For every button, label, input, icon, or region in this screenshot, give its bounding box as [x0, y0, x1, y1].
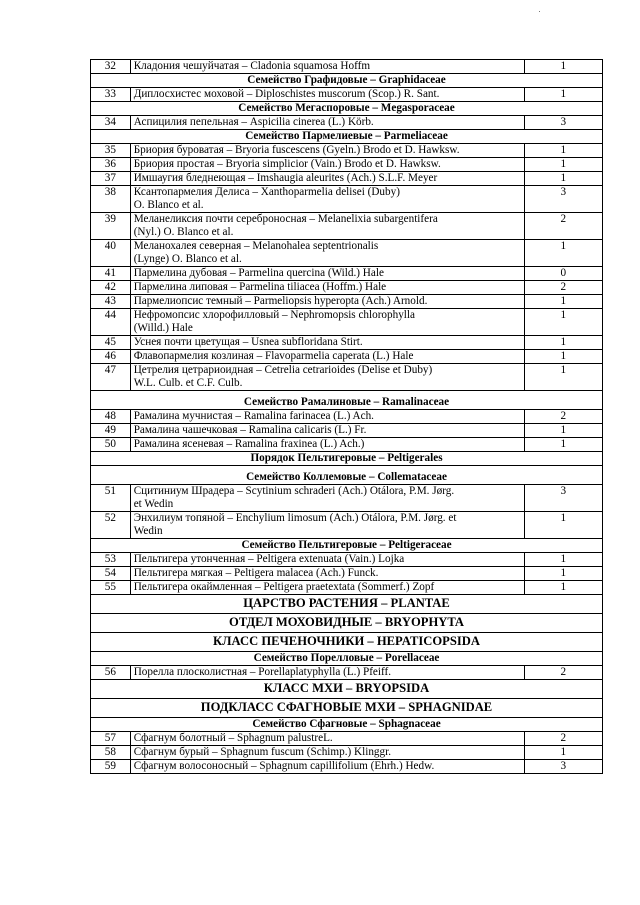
- species-row: [91, 116, 603, 130]
- species-name: Рамалина ясеневая – Ramalina fraxinea (L.) Ach.): [133, 438, 365, 450]
- species-name-cell: [130, 567, 524, 581]
- species-row: [91, 336, 603, 350]
- species-name-cell: [130, 336, 524, 350]
- category-value: 1: [524, 438, 602, 452]
- family-heading: Семейство Рамалиновые – Ramalinaceae: [91, 391, 603, 410]
- species-row: [91, 172, 603, 186]
- taxon-heading-row: [91, 699, 603, 718]
- species-row: [91, 485, 603, 512]
- species-name-cell: [130, 240, 524, 267]
- species-name-continued: Wedin: [133, 525, 163, 537]
- species-name-cell: [130, 213, 524, 240]
- species-name: Флавопармелия козлиная – Flavoparmelia caperata (L.) Hale: [133, 350, 414, 362]
- species-name: Пельтигера окаймленная – Peltigera praetextata (Sommerf.) Zopf: [133, 581, 435, 593]
- category-value: 3: [524, 186, 602, 213]
- species-number: 49: [91, 424, 131, 438]
- family-heading: Семейство Графидовые – Graphidaceae: [91, 74, 603, 88]
- species-name-cell: [130, 666, 524, 680]
- family-heading-row: [91, 452, 603, 466]
- taxon-heading: ПОДКЛАСС СФАГНОВЫЕ МХИ – SPHAGNIDAE: [91, 699, 603, 718]
- category-value: 3: [524, 116, 602, 130]
- taxon-heading-row: [91, 595, 603, 614]
- species-name-cell: [130, 267, 524, 281]
- species-name: Энхилиум топяной – Enchylium limosum (Ach.) Otálora, P.M. Jørg. et: [133, 512, 457, 524]
- species-name-cell: [130, 732, 524, 746]
- category-value: 1: [524, 581, 602, 595]
- category-value: 1: [524, 512, 602, 539]
- species-name-continued: W.L. Culb. et C.F. Culb.: [133, 377, 243, 389]
- family-heading-row: [91, 466, 603, 485]
- scan-speck: [539, 11, 540, 12]
- species-row: [91, 240, 603, 267]
- species-row: [91, 553, 603, 567]
- species-name: Пельтигера мягкая – Peltigera malacea (Ach.) Funck.: [133, 567, 379, 579]
- species-name-cell: [130, 88, 524, 102]
- family-heading: Семейство Коллемовые – Collemataceae: [91, 466, 603, 485]
- species-number: 36: [91, 158, 131, 172]
- species-name: Меланеликсия почти сереброносная – Melanelixia subargentifera: [133, 213, 438, 225]
- species-row: [91, 350, 603, 364]
- taxon-heading: КЛАСС ПЕЧЕНОЧНИКИ – HEPATICOPSIDA: [91, 633, 603, 652]
- species-name-continued: (Nyl.) O. Blanco et al.: [133, 226, 234, 238]
- category-value: 3: [524, 485, 602, 512]
- species-name-cell: [130, 60, 524, 74]
- family-heading: Семейство Пельтигеровые – Peltigeraceae: [91, 539, 603, 553]
- family-heading: Семейство Пармелиевые – Parmeliaceae: [91, 130, 603, 144]
- species-row: [91, 158, 603, 172]
- species-name: Пармелина дубовая – Parmelina quercina (Wild.) Hale: [133, 267, 384, 279]
- species-name: Уснея почти цветущая – Usnea subfloridana Stirt.: [133, 336, 363, 348]
- species-number: 53: [91, 553, 131, 567]
- species-name: Имшаугия бледнеющая – Imshaugia aleurites (Ach.) S.L.F. Meyer: [133, 172, 438, 184]
- species-name-cell: [130, 553, 524, 567]
- category-value: 1: [524, 364, 602, 391]
- species-row: [91, 424, 603, 438]
- species-name: Сфагнум болотный – Sphagnum palustreL.: [133, 732, 333, 744]
- category-value: 1: [524, 309, 602, 336]
- species-number: 58: [91, 746, 131, 760]
- species-name: Пельтигера утонченная – Peltigera extenuata (Vain.) Lojka: [133, 553, 405, 565]
- species-name-cell: [130, 746, 524, 760]
- species-row: [91, 213, 603, 240]
- species-number: 47: [91, 364, 131, 391]
- category-value: 1: [524, 158, 602, 172]
- species-number: 37: [91, 172, 131, 186]
- family-heading-row: [91, 718, 603, 732]
- species-row: [91, 438, 603, 452]
- category-value: 2: [524, 410, 602, 424]
- family-heading-row: [91, 74, 603, 88]
- species-name: Порелла плосколистная – Porellaplatyphylla (L.) Pfeiff.: [133, 666, 392, 678]
- category-value: 1: [524, 144, 602, 158]
- category-value: 1: [524, 746, 602, 760]
- species-name-cell: [130, 309, 524, 336]
- species-name-cell: [130, 172, 524, 186]
- species-number: 35: [91, 144, 131, 158]
- species-number: 43: [91, 295, 131, 309]
- taxon-heading: ЦАРСТВО РАСТЕНИЯ – PLANTAE: [91, 595, 603, 614]
- species-name: Меланохалея северная – Melanohalea septentrionalis: [133, 240, 379, 252]
- species-row: [91, 760, 603, 774]
- taxon-heading: КЛАСС МХИ – BRYOPSIDA: [91, 680, 603, 699]
- species-row: [91, 88, 603, 102]
- species-name: Ксантопармелия Делиса – Xanthoparmelia delisei (Duby): [133, 186, 400, 198]
- family-heading-row: [91, 391, 603, 410]
- species-name: Пармелиопсис темный – Parmeliopsis hyperopta (Ach.) Arnold.: [133, 295, 428, 307]
- species-name-continued: (Willd.) Hale: [133, 322, 193, 334]
- category-value: 1: [524, 336, 602, 350]
- family-heading-row: [91, 102, 603, 116]
- species-name-cell: [130, 116, 524, 130]
- species-row: [91, 295, 603, 309]
- species-number: 56: [91, 666, 131, 680]
- category-value: 2: [524, 213, 602, 240]
- species-name-cell: [130, 364, 524, 391]
- family-heading: Порядок Пельтигеровые – Peltigerales: [91, 452, 603, 466]
- species-row: [91, 746, 603, 760]
- species-number: 39: [91, 213, 131, 240]
- species-row: [91, 410, 603, 424]
- species-row: [91, 567, 603, 581]
- category-value: 1: [524, 240, 602, 267]
- species-name: Сфагнум бурый – Sphagnum fuscum (Schimp.) Klinggr.: [133, 746, 392, 758]
- species-number: 50: [91, 438, 131, 452]
- taxon-heading: ОТДЕЛ МОХОВИДНЫЕ – BRYOPHYTA: [91, 614, 603, 633]
- category-value: 1: [524, 295, 602, 309]
- category-value: 1: [524, 172, 602, 186]
- species-row: [91, 281, 603, 295]
- category-value: 1: [524, 567, 602, 581]
- species-row: [91, 186, 603, 213]
- category-value: 1: [524, 60, 602, 74]
- species-name-cell: [130, 144, 524, 158]
- species-name-cell: [130, 760, 524, 774]
- species-name-cell: [130, 186, 524, 213]
- species-name: Пармелина липовая – Parmelina tiliacea (Hoffm.) Hale: [133, 281, 387, 293]
- species-number: 38: [91, 186, 131, 213]
- species-name-cell: [130, 158, 524, 172]
- species-name: Нефромопсис хлорофилловый – Nephromopsis chlorophylla: [133, 309, 415, 321]
- category-value: 2: [524, 281, 602, 295]
- family-heading-row: [91, 539, 603, 553]
- species-name: Сцитиниум Шрадера – Scytinium schraderi (Ach.) Otálora, P.M. Jørg.: [133, 485, 455, 497]
- family-heading-row: [91, 130, 603, 144]
- category-value: 1: [524, 350, 602, 364]
- family-heading: Семейство Порелловые – Porellaceae: [91, 652, 603, 666]
- species-name-cell: [130, 350, 524, 364]
- species-row: [91, 666, 603, 680]
- species-number: 48: [91, 410, 131, 424]
- family-heading: Семейство Сфагновые – Sphagnaceae: [91, 718, 603, 732]
- species-name-cell: [130, 424, 524, 438]
- species-name-cell: [130, 485, 524, 512]
- species-name: Цетрелия цетрариоидная – Cetrelia cetrarioides (Delise et Duby): [133, 364, 433, 376]
- species-name-continued: (Lynge) O. Blanco et al.: [133, 253, 242, 265]
- category-value: 0: [524, 267, 602, 281]
- species-name-continued: et Wedin: [133, 498, 174, 510]
- species-row: [91, 364, 603, 391]
- species-name: Рамалина чашечковая – Ramalina calicaris (L.) Fr.: [133, 424, 367, 436]
- species-name: Аспицилия пепельная – Aspicilia cinerea (L.) Körb.: [133, 116, 374, 128]
- species-table: [90, 59, 603, 774]
- species-number: 59: [91, 760, 131, 774]
- species-number: 42: [91, 281, 131, 295]
- species-number: 34: [91, 116, 131, 130]
- species-row: [91, 144, 603, 158]
- taxon-heading-row: [91, 680, 603, 699]
- species-name: Диплосхистес моховой – Diploschistes muscorum (Scop.) R. Sant.: [133, 88, 440, 100]
- species-name-continued: O. Blanco et al.: [133, 199, 204, 211]
- species-number: 45: [91, 336, 131, 350]
- species-number: 41: [91, 267, 131, 281]
- species-name: Бриория буроватая – Bryoria fuscescens (Gyeln.) Brodo et D. Hawksw.: [133, 144, 460, 156]
- category-value: 2: [524, 666, 602, 680]
- species-name: Кладония чешуйчатая – Cladonia squamosa Hoffm: [133, 60, 371, 72]
- species-number: 32: [91, 60, 131, 74]
- species-number: 52: [91, 512, 131, 539]
- species-number: 33: [91, 88, 131, 102]
- species-name-cell: [130, 281, 524, 295]
- taxon-heading-row: [91, 614, 603, 633]
- species-number: 40: [91, 240, 131, 267]
- species-number: 55: [91, 581, 131, 595]
- species-number: 57: [91, 732, 131, 746]
- species-name-cell: [130, 512, 524, 539]
- species-number: 51: [91, 485, 131, 512]
- species-row: [91, 267, 603, 281]
- species-name: Сфагнум волосоносный – Sphagnum capillifolium (Ehrh.) Hedw.: [133, 760, 435, 772]
- species-row: [91, 512, 603, 539]
- category-value: 1: [524, 553, 602, 567]
- species-row: [91, 581, 603, 595]
- species-table-body: [91, 60, 603, 774]
- species-name-cell: [130, 410, 524, 424]
- family-heading-row: [91, 652, 603, 666]
- species-number: 46: [91, 350, 131, 364]
- family-heading: Семейство Мегаспоровые – Megasporaceae: [91, 102, 603, 116]
- species-row: [91, 732, 603, 746]
- species-row: [91, 309, 603, 336]
- species-number: 54: [91, 567, 131, 581]
- species-name: Бриория простая – Bryoria simplicior (Vain.) Brodo et D. Hawksw.: [133, 158, 441, 170]
- species-name-cell: [130, 438, 524, 452]
- category-value: 1: [524, 424, 602, 438]
- category-value: 3: [524, 760, 602, 774]
- category-value: 2: [524, 732, 602, 746]
- taxon-heading-row: [91, 633, 603, 652]
- species-name-cell: [130, 581, 524, 595]
- species-name: Рамалина мучнистая – Ramalina farinacea (L.) Ach.: [133, 410, 374, 422]
- species-row: [91, 60, 603, 74]
- category-value: 1: [524, 88, 602, 102]
- species-name-cell: [130, 295, 524, 309]
- species-number: 44: [91, 309, 131, 336]
